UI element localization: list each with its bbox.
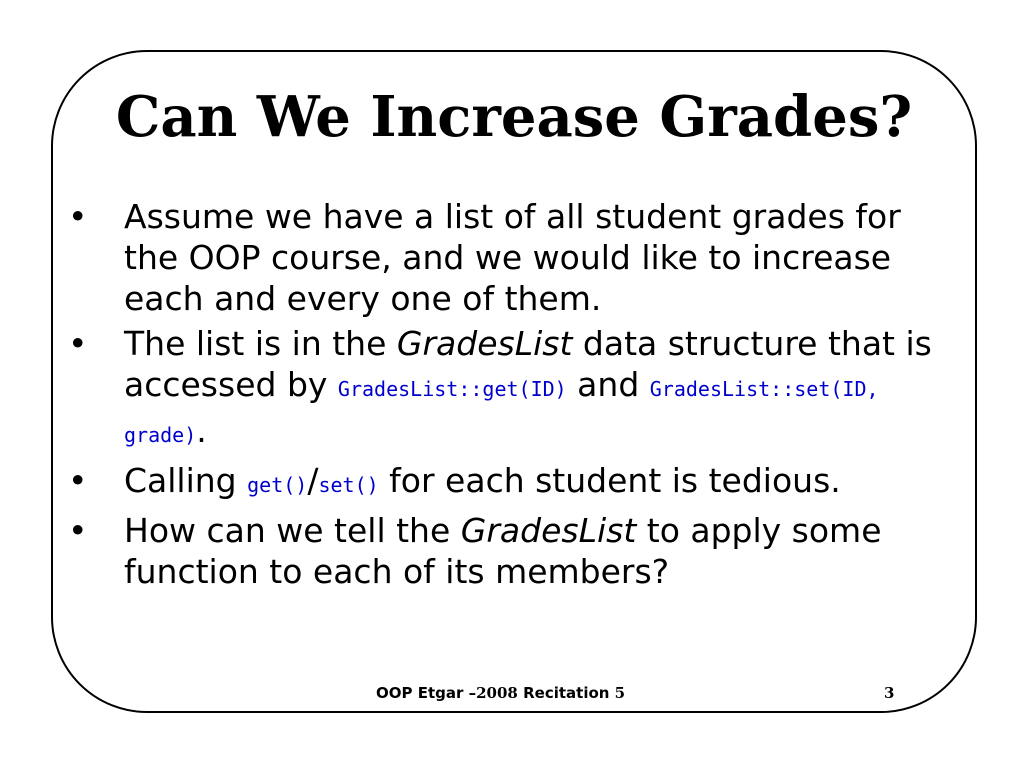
code-set-call: set() xyxy=(318,473,379,497)
bullet-text-slash: / xyxy=(307,461,319,500)
bullet-text-suffix: for each student is tedious. xyxy=(378,461,841,500)
bullet-item xyxy=(60,196,965,319)
bullet-marker: • xyxy=(68,461,88,500)
page-number: 3 xyxy=(884,684,895,702)
bullet-text: Assume we have a list of all student grades for the OOP course, and we would like to increase each and every one of them. xyxy=(124,197,901,318)
footer-course: OOP Etgar – xyxy=(376,684,477,702)
bullet-list xyxy=(60,196,965,596)
bullet-marker: • xyxy=(68,197,88,236)
bullet-item xyxy=(60,460,965,506)
bullet-text-prefix: How can we tell the xyxy=(124,511,461,550)
footer-recitation-number: 5 xyxy=(614,684,626,702)
code-get-call: get() xyxy=(247,473,308,497)
class-name-emphasis: GradesList xyxy=(460,511,637,550)
bullet-text-prefix: The list is in the xyxy=(124,324,397,363)
bullet-text-prefix: Calling xyxy=(124,461,248,500)
bullet-text-and: and xyxy=(566,365,650,404)
code-set-method: GradesList::set(ID, grade) xyxy=(124,377,879,447)
bullet-marker: • xyxy=(68,511,88,550)
bullet-marker: • xyxy=(68,324,88,363)
bullet-text-suffix: . xyxy=(196,411,207,450)
footer-recitation-label: Recitation xyxy=(517,684,615,702)
slide-title: Can We Increase Grades? xyxy=(115,84,913,150)
class-name-emphasis: GradesList xyxy=(396,324,573,363)
bullet-item xyxy=(60,323,965,456)
footer-year: 2008 xyxy=(476,684,518,702)
footer-course-info xyxy=(376,684,625,702)
code-get-method: GradesList::get(ID) xyxy=(337,377,567,401)
bullet-text-suffix: to apply some function to each of its members? xyxy=(124,511,882,591)
bullet-text-middle: data structure that is accessed by xyxy=(124,324,932,404)
bullet-item xyxy=(60,510,965,592)
